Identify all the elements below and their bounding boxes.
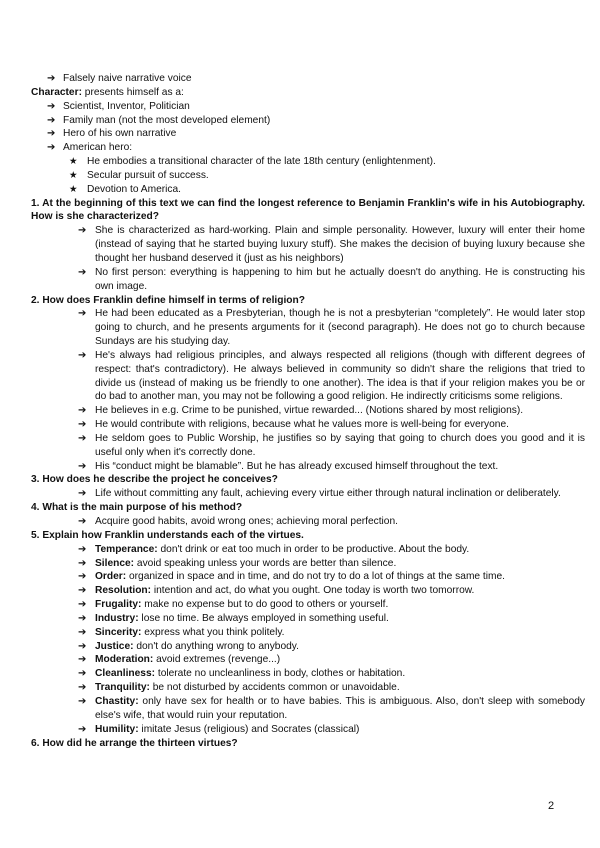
arrow-bullet-icon: ➔ [78,668,87,680]
virtue-item [31,584,585,598]
answer-item [31,460,585,474]
list-item [31,141,585,155]
arrow-bullet-icon: ➔ [78,488,87,500]
answer-item [31,224,585,266]
virtue-text: don't drink or eat too much in order to be productive. About the body. [157,543,470,555]
virtue-item [31,681,585,695]
arrow-bullet-icon: ➔ [78,516,87,527]
arrow-bullet-icon: ➔ [47,128,56,140]
virtue-name: Chastity: [95,695,139,707]
arrow-bullet-icon: ➔ [47,142,56,154]
virtue-text: be not disturbed by accidents common or unavoidable. [149,682,400,694]
arrow-bullet-icon: ➔ [78,695,87,707]
arrow-bullet-icon: ➔ [78,654,87,666]
arrow-bullet-icon: ➔ [78,225,87,237]
question-heading: 1. At the beginning of this text we can find the longest reference to Benjamin Franklin's wife in his Autobiography. How is she characterized? [31,197,585,223]
sub-list-item [31,169,585,183]
sub-list-item-text: Devotion to America. [87,183,181,195]
question-heading: 4. What is the main purpose of his method? [31,502,243,514]
virtue-text: intention and act, do what you ought. One today is worth two tomorrow. [151,585,475,597]
arrow-bullet-icon: ➔ [78,266,87,278]
virtue-text: make no expense but to do good to others or yourself. [141,599,389,611]
star-bullet-icon: ★ [69,183,78,195]
virtue-item [31,653,585,667]
list-item-text: American hero: [63,142,133,154]
answer-item [31,432,585,460]
answer-item [31,487,585,501]
answer-text: He's always had religious principles, and always respected all religions (though with different degrees of respect: that's contradictory). He always believed in community so didn't share the religions that tried to divide us (instead of making us be friendly to one another). The idea is that if your religion makes you be or do bad to another man, you may not be following a good religion. He indirectly criticisms some religions. [95,349,585,403]
list-item [31,72,585,86]
page-number: 2 [548,800,555,812]
virtue-name: Justice: [95,640,134,652]
answer-text: Life without committing any fault, achieving every virtue either through natural inclination or deliberately. [95,488,561,500]
arrow-bullet-icon: ➔ [78,612,87,624]
virtue-name: Resolution: [95,585,152,597]
arrow-bullet-icon: ➔ [78,599,87,611]
virtue-name: Frugality: [95,599,142,611]
answer-item [31,515,585,529]
virtue-text: don't do anything wrong to anybody. [133,640,299,652]
question-heading: 5. Explain how Franklin understands each of the virtues. [31,529,304,541]
arrow-bullet-icon: ➔ [78,723,87,735]
arrow-bullet-icon: ➔ [78,571,87,583]
sub-list-item [31,155,585,169]
list-item [31,127,585,141]
answer-item [31,307,585,349]
answer-text: Acquire good habits, avoid wrong ones; achieving moral perfection. [95,516,398,527]
list-item-text: Falsely naive narrative voice [63,73,192,84]
virtue-name: Sincerity: [95,626,142,638]
sub-list-item-text: He embodies a transitional character of the late 18th century (enlightenment). [87,156,436,168]
virtue-item [31,723,585,737]
arrow-bullet-icon: ➔ [78,308,87,320]
virtue-text: lose no time. Be always employed in something useful. [138,612,389,624]
virtue-item [31,626,585,640]
answer-text: He had been educated as a Presbyterian, though he is not a presbyterian “completely”. He would later stop going to church, and he presents arguments for it (second paragraph). He does not go to church because Sundays are his studying day. [95,308,585,348]
arrow-bullet-icon: ➔ [78,419,87,431]
virtue-item [31,557,585,571]
question-heading: 3. How does he describe the project he conceives? [31,474,278,486]
document-body [31,72,585,750]
list-item-text: Family man (not the most developed element) [63,114,271,126]
arrow-bullet-icon: ➔ [78,557,87,569]
list-item-text: Hero of his own narrative [63,128,177,140]
virtue-item [31,598,585,612]
virtue-name: Moderation: [95,654,154,666]
answer-item [31,404,585,418]
answer-item [31,266,585,294]
virtue-text: organized in space and in time, and do not try to do a lot of things at the same time. [126,571,505,583]
virtue-name: Order: [95,571,127,583]
virtue-item [31,640,585,654]
arrow-bullet-icon: ➔ [78,626,87,638]
list-item [31,114,585,128]
answer-text: He seldom goes to Public Worship, he justifies so by saying that going to church does you good and it is useful only when it's correctly done. [95,432,585,458]
question-heading: 2. How does Franklin define himself in terms of religion? [31,294,305,306]
virtue-text: express what you think politely. [141,626,285,638]
arrow-bullet-icon: ➔ [78,349,87,361]
answer-text: His “conduct might be blamable”. But he has already excused himself throughout the text. [95,460,499,472]
star-bullet-icon: ★ [69,156,78,168]
sub-list-item-text: Secular pursuit of success. [87,169,209,181]
virtue-name: Temperance: [95,543,158,555]
arrow-bullet-icon: ➔ [78,640,87,652]
virtue-item [31,612,585,626]
virtue-name: Industry: [95,612,139,624]
arrow-bullet-icon: ➔ [78,543,87,555]
list-item [31,100,585,114]
character-label: Character: [31,86,82,98]
virtue-item [31,543,585,557]
virtue-name: Humility: [95,723,139,735]
star-bullet-icon: ★ [69,169,78,181]
virtue-item [31,570,585,584]
virtue-name: Tranquility: [95,682,150,694]
virtue-name: Cleanliness: [95,668,156,680]
virtue-name: Silence: [95,557,135,569]
answer-text: He would contribute with religions, because what he values more is well-being for everyone. [95,419,509,431]
arrow-bullet-icon: ➔ [78,460,87,472]
virtue-text: tolerate no uncleanliness in body, clothes or habitation. [155,668,406,680]
character-text: presents himself as a: [81,86,184,98]
answer-item [31,349,585,404]
virtue-item [31,667,585,681]
answer-text: She is characterized as hard-working. Plain and simple personality. However, luxury will enter their home (instead of saying that he started buying luxury stuff). She makes the decision of buying luxury because she thought her husband deserved it (just as his neighbors) [95,225,585,264]
virtue-text: imitate Jesus (religious) and Socrates (classical) [138,723,360,735]
question-heading: 6. How did he arrange the thirteen virtues? [31,737,238,749]
arrow-bullet-icon: ➔ [47,100,56,112]
arrow-bullet-icon: ➔ [78,405,87,417]
virtue-text: avoid extremes (revenge...) [153,654,281,666]
answer-text: No first person: everything is happening to him but he actually doesn't do anything. He is constructing his own image. [95,266,585,292]
virtue-text: avoid speaking unless your words are better than silence. [134,557,397,569]
answer-item [31,418,585,432]
virtue-text: only have sex for health or to have babies. This is ambiguous. Also, don't sleep with somebody else's wife, that would ruin your reputation. [95,695,585,721]
arrow-bullet-icon: ➔ [78,432,87,444]
virtue-item [31,695,585,723]
character-heading [31,86,585,100]
answer-text: He believes in e.g. Crime to be punished, virtue rewarded... (Notions shared by most religions). [95,405,524,417]
arrow-bullet-icon: ➔ [78,585,87,597]
list-item-text: Scientist, Inventor, Politician [63,100,190,112]
arrow-bullet-icon: ➔ [47,73,56,84]
arrow-bullet-icon: ➔ [78,682,87,694]
arrow-bullet-icon: ➔ [47,114,56,126]
sub-list-item [31,183,585,197]
